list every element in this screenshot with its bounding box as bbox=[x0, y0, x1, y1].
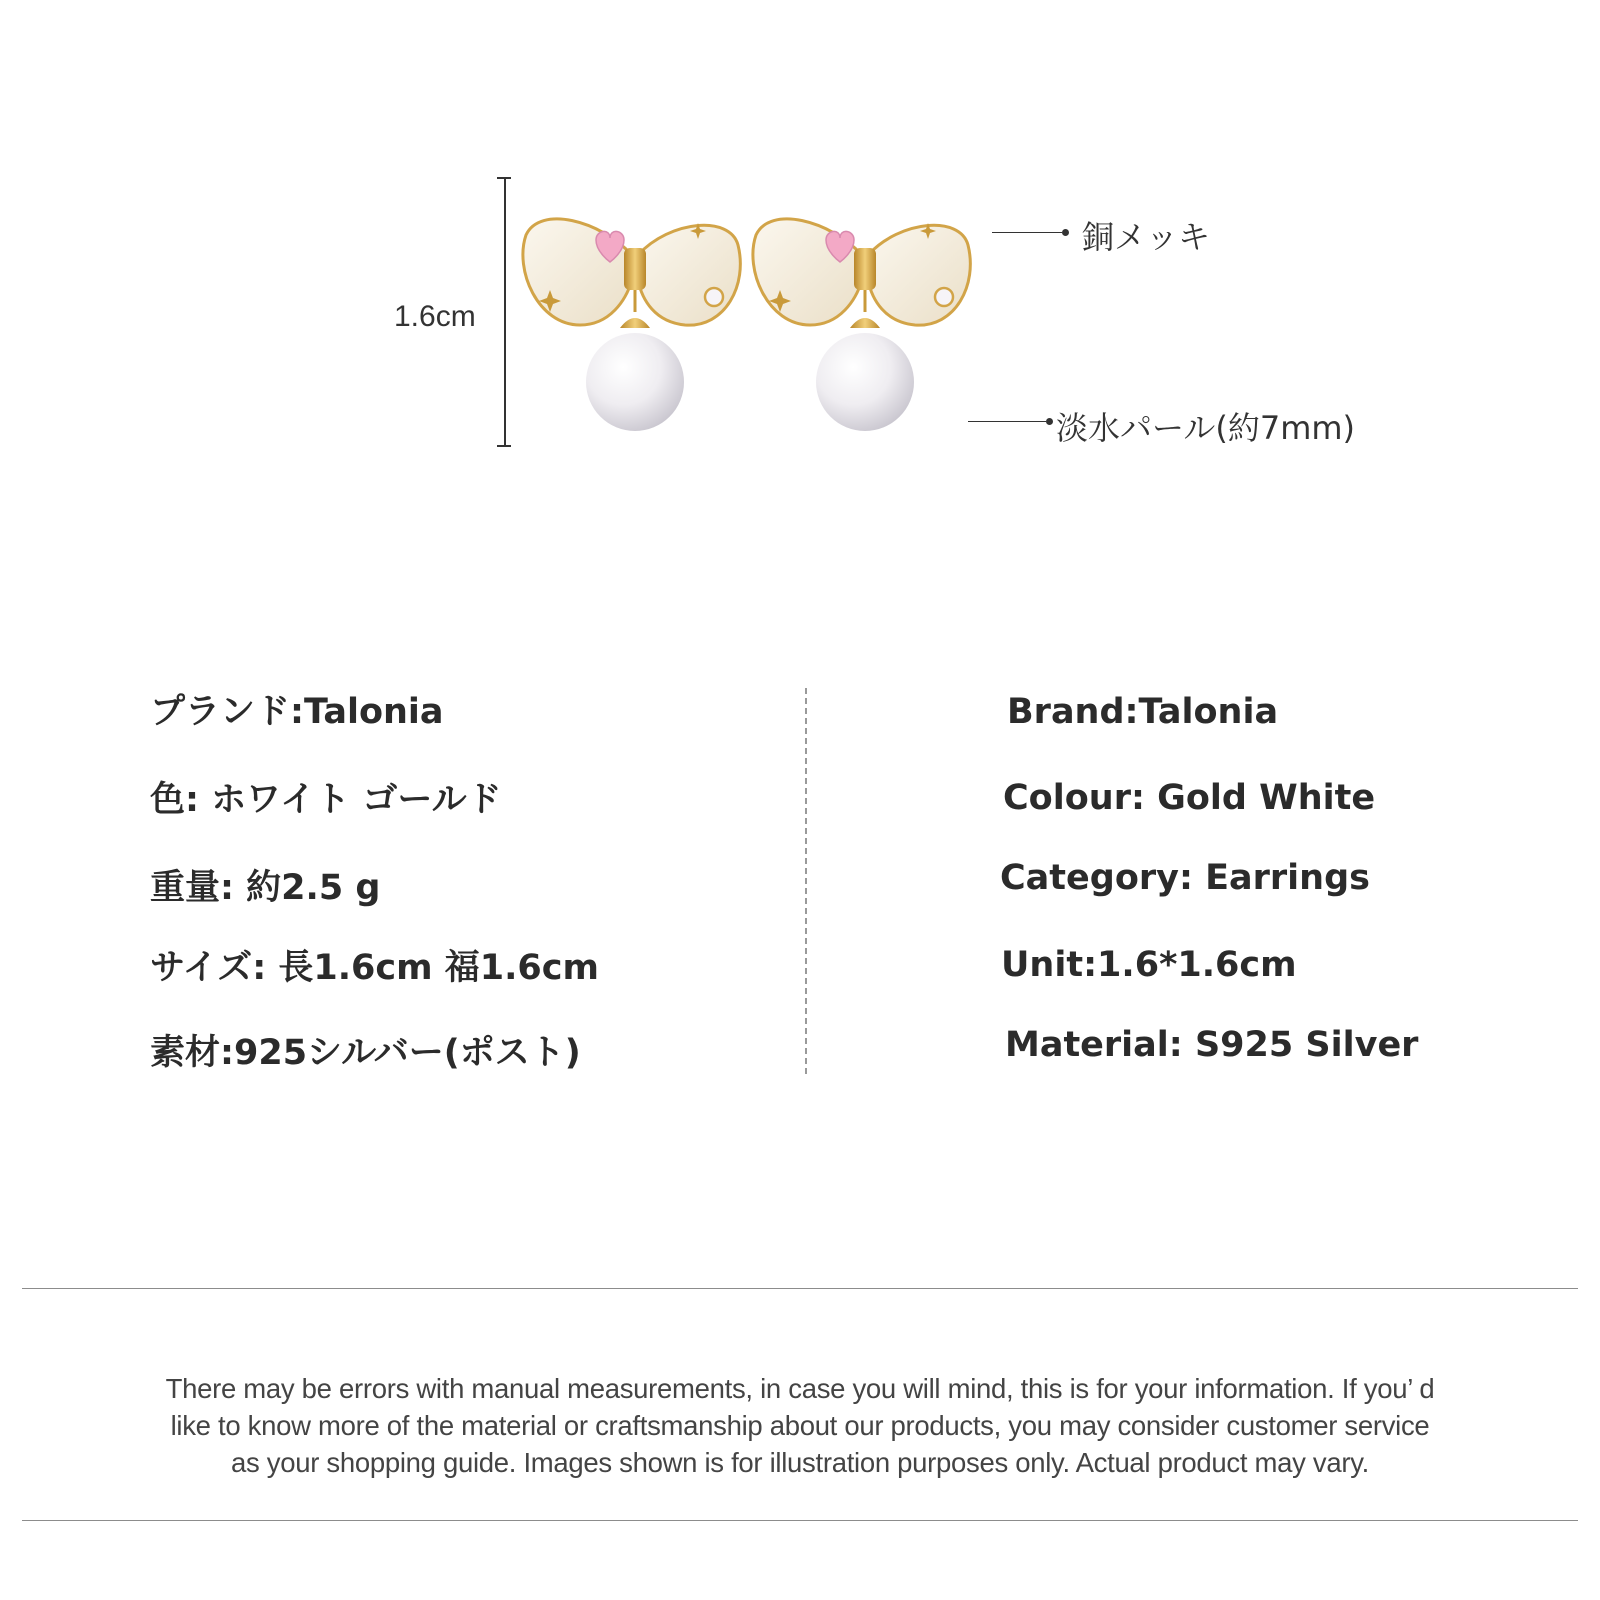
disclaimer-line-3: as your shopping guide. Images shown is for illustration purposes only. Actual product may vary. bbox=[230, 1447, 1369, 1478]
spec-jp-material: 素材:925シルバー(ポスト) bbox=[150, 1033, 581, 1073]
dimension-cap-top bbox=[497, 177, 511, 179]
bottom-rule bbox=[22, 1520, 1578, 1521]
earring-right bbox=[753, 219, 970, 431]
earrings-image bbox=[520, 200, 1000, 460]
disclaimer bbox=[40, 1370, 1560, 1481]
pearl-callout-dot bbox=[1046, 418, 1053, 425]
pearl-callout-label: 淡水パール(約7mm) bbox=[1056, 409, 1356, 447]
height-dimension-line bbox=[504, 178, 506, 446]
spec-divider bbox=[805, 688, 807, 1074]
spec-en-brand: Brand:Talonia bbox=[1007, 692, 1279, 732]
top-rule bbox=[22, 1288, 1578, 1289]
spec-jp-color: 色: ホワイト ゴールド bbox=[150, 780, 502, 820]
pearl-callout-line bbox=[968, 421, 1046, 422]
spec-en-category: Category: Earrings bbox=[1000, 858, 1370, 898]
plating-callout-line bbox=[992, 232, 1062, 233]
spec-en-unit: Unit:1.6*1.6cm bbox=[1001, 945, 1297, 985]
spec-jp-brand: プランド:Talonia bbox=[150, 692, 444, 732]
plating-callout-label: 銅メッキ bbox=[1082, 218, 1211, 256]
earring-left bbox=[523, 219, 740, 431]
dimension-cap-bottom bbox=[497, 445, 511, 447]
disclaimer-line-1: There may be errors with manual measurements, in case you will mind, this is for your information. If you’ d bbox=[165, 1373, 1435, 1404]
dimension-label: 1.6cm bbox=[394, 300, 476, 333]
spec-en-material: Material: S925 Silver bbox=[1005, 1025, 1419, 1065]
spec-en-colour: Colour: Gold White bbox=[1003, 778, 1376, 818]
disclaimer-line-2: like to know more of the material or craftsmanship about our products, you may consider customer service bbox=[170, 1410, 1430, 1441]
plating-callout-dot bbox=[1062, 229, 1069, 236]
spec-jp-weight: 重量: 約2.5 g bbox=[150, 868, 381, 908]
spec-jp-size: サイズ: 長1.6cm 福1.6cm bbox=[150, 948, 600, 988]
